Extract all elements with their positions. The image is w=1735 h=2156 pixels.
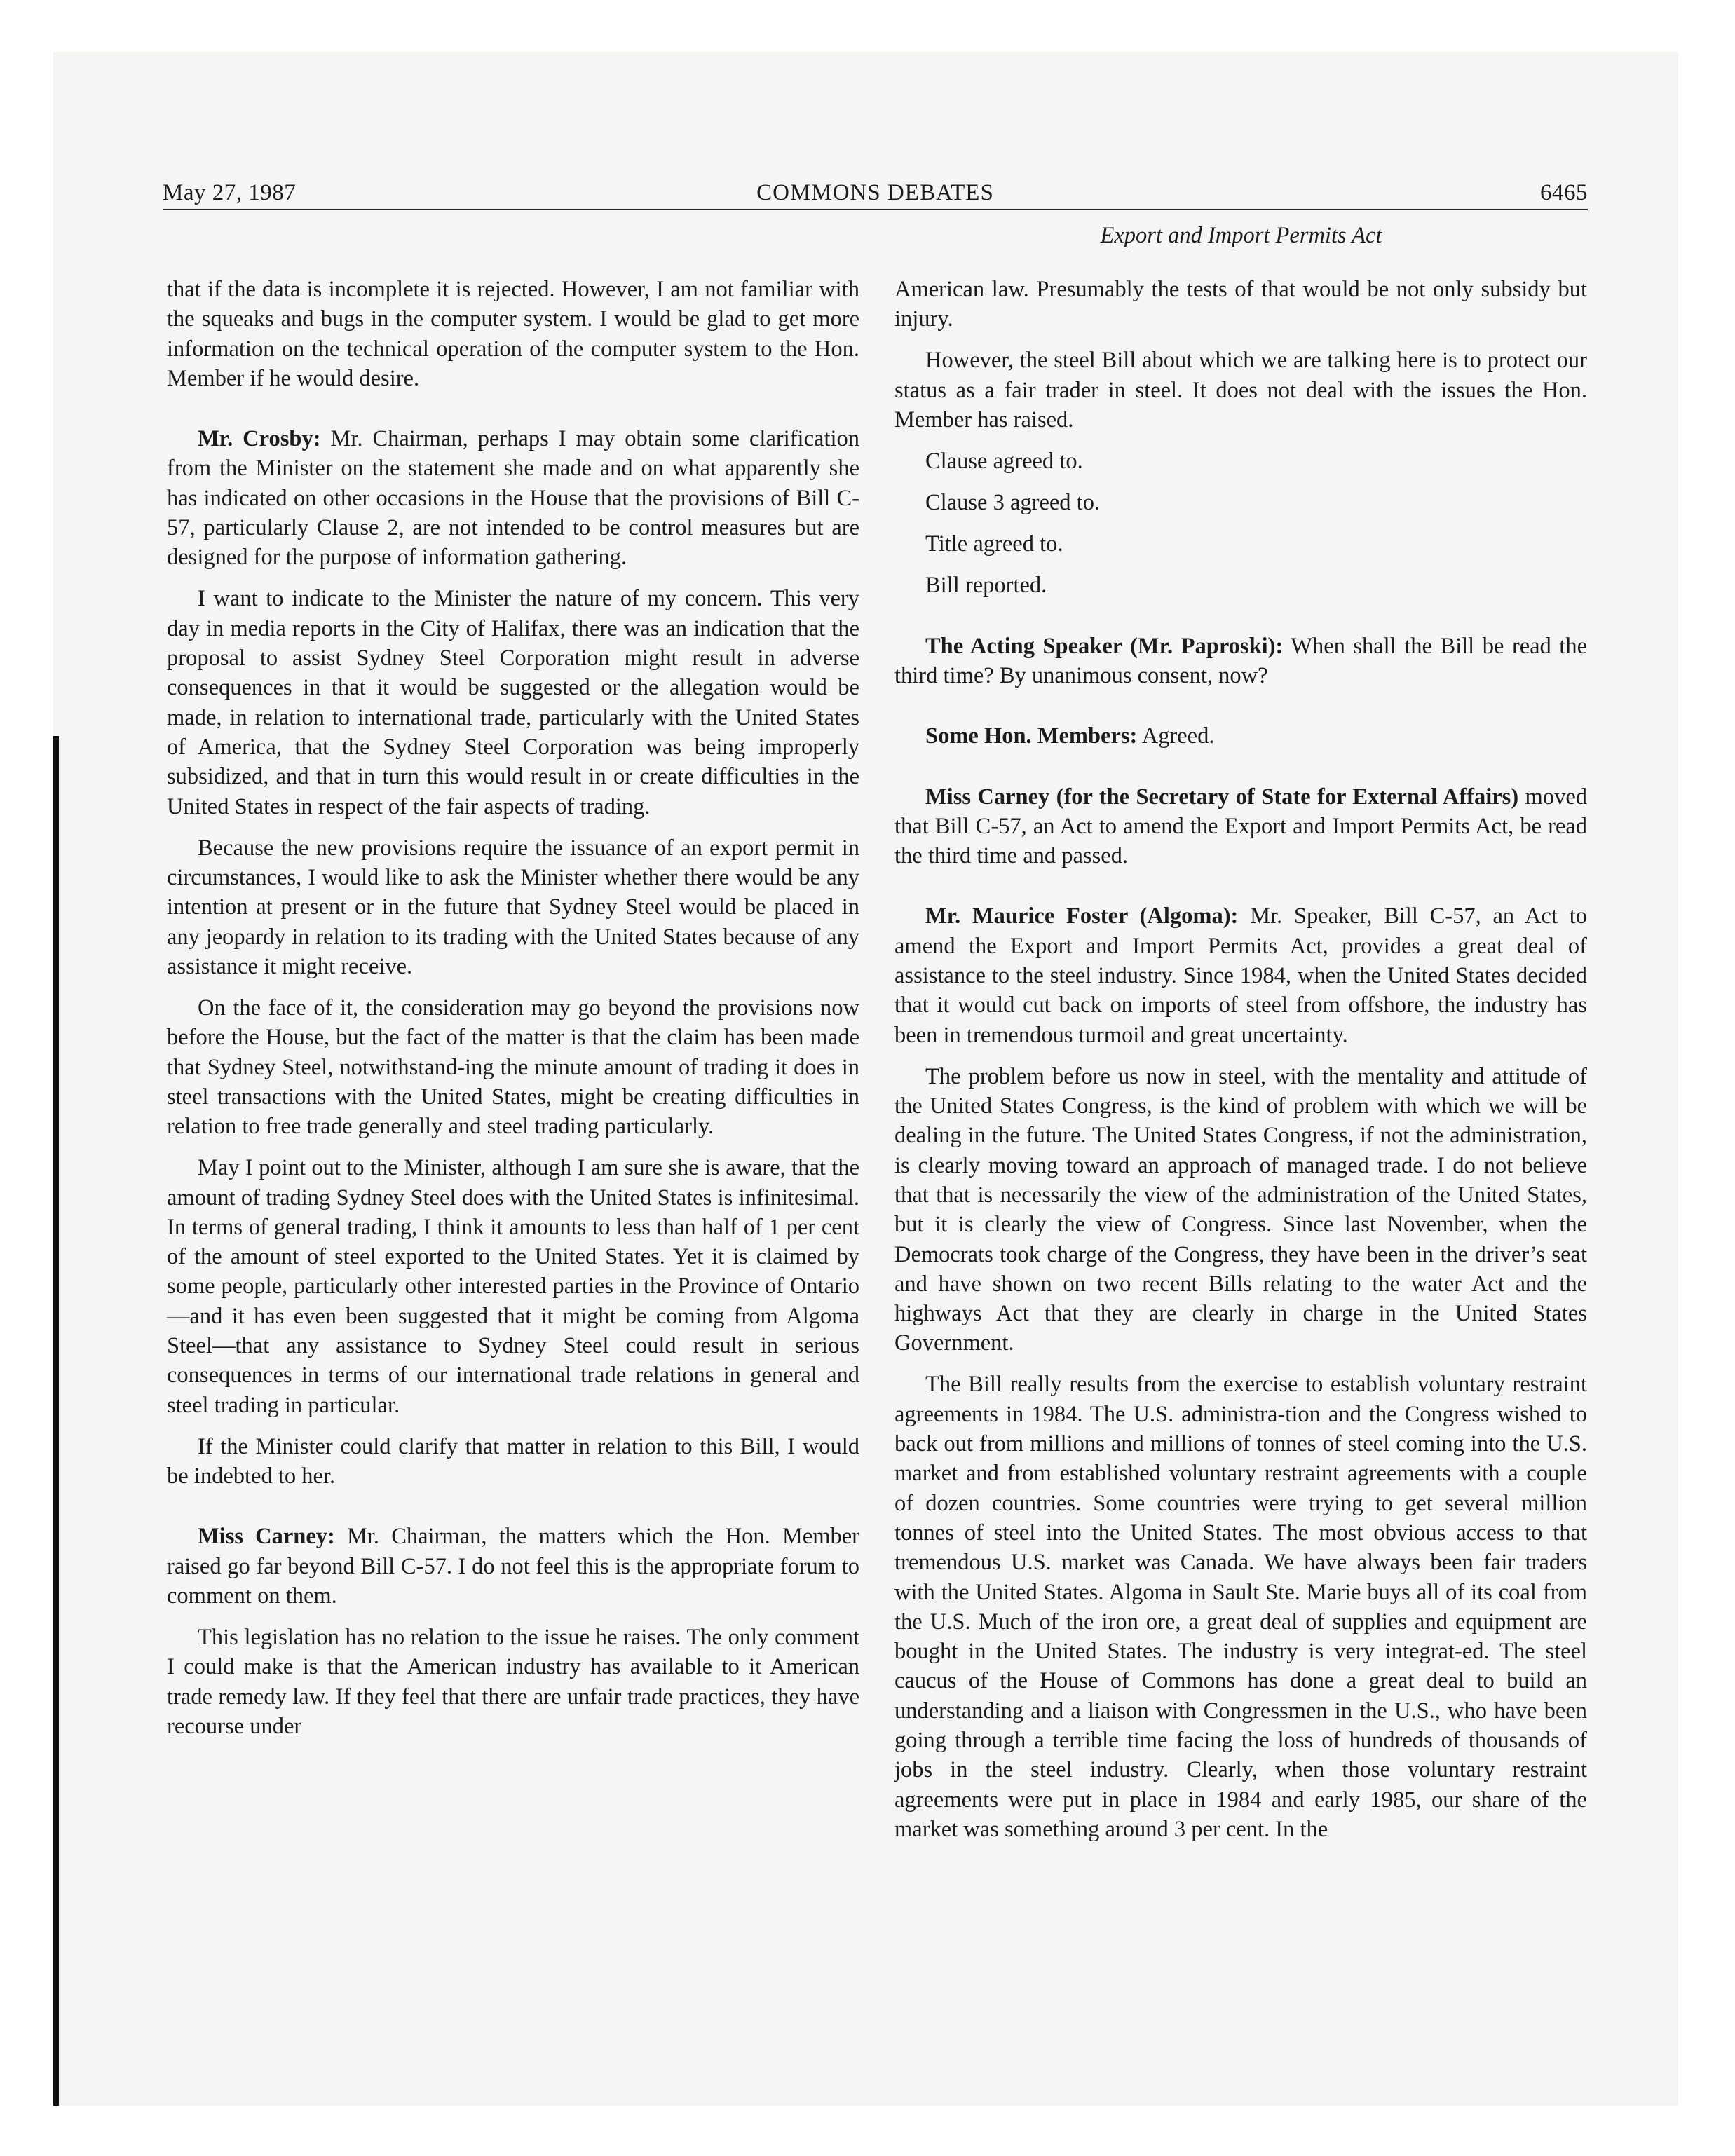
paragraph: I want to indicate to the Minister the nature of my concern. This very day in media reports in the City of Halifax, there was an indication that the proposal to assist Sydney Steel Corporation might result in adverse consequences in that it would be suggested or the allegation would be made, in relation to international trade, particularly with the United States of America, that the Sydney Steel Corporation was being improperly subsidized, and that in turn this would result in or create difficulties in the United States in respect of the fair aspects of trading. xyxy=(167,586,859,819)
paragraph: This legislation has no relation to the issue he raises. The only comment I could make is that the American industry has available to it American trade remedy law. If they feel that there are unfair trade practices, they have recourse under xyxy=(167,1624,859,1739)
paragraph: American law. Presumably the tests of that would be not only subsidy but injury. xyxy=(894,277,1587,332)
procedural-note: Clause 3 agreed to. xyxy=(925,490,1101,516)
speaker-name: Mr. Crosby: xyxy=(198,426,321,452)
procedural-note: Clause agreed to. xyxy=(925,449,1083,475)
procedural-note: Title agreed to. xyxy=(925,531,1063,557)
header-rule xyxy=(163,209,1588,210)
header-publication: COMMONS DEBATES xyxy=(756,180,994,205)
paragraph: that if the data is incomplete it is rejected. However, I am not familiar with the squeaks and bugs in the computer system. I would be glad to get more information on the technical operation of the computer system to the Hon. Member if he would desire. xyxy=(167,277,859,391)
paragraph: May I point out to the Minister, although I am sure she is aware, that the amount of trading Sydney Steel does with the United States is infinitesimal. In terms of general trading, I think it amounts to less than half of 1 per cent of the amount of steel exported to the United States. Yet it is claimed by some people, particularly other interested parties in the Province of Ontario—and it has even been suggested that it might be coming from Algoma Steel—that any assistance to Sydney Steel could result in serious consequences in terms of our international trade relations in general and steel trading in particular. xyxy=(167,1155,859,1418)
paragraph: Because the new provisions require the issuance of an export permit in circumstances, I would like to ask the Minister whether there would be any intention at present or in the future that Sydney Steel would be placed in any jeopardy in relation to its trading with the United States because of any assistance it might receive. xyxy=(167,835,859,979)
paragraph: Miss Carney: Mr. Chairman, the matters which the Hon. Member raised go far beyond Bill C-57. I do not feel this is the appropriate forum to comment on them. xyxy=(167,1524,859,1609)
right-column xyxy=(894,275,1587,1856)
paragraph: On the face of it, the consideration may go beyond the provisions now before the House, but the fact of the matter is that the claim has been made that Sydney Steel, notwithstand-ing the minute amount of trading it does in steel transactions with the United States, might be creating difficulties in relation to free trade generally and steel trading particularly. xyxy=(167,995,859,1140)
paragraph: However, the steel Bill about which we are talking here is to protect our status as a fair trader in steel. It does not deal with the issues the Hon. Member has raised. xyxy=(894,348,1587,432)
paragraph: Mr. Maurice Foster (Algoma): Mr. Speaker, Bill C-57, an Act to amend the Export and Import Permits Act, provides a great deal of assistance to the steel industry. Since 1984, when the United States decided that it would cut back on imports of steel from offshore, the industry has been in tremendous turmoil and great uncertainty. xyxy=(894,903,1587,1048)
speaker-name: Mr. Maurice Foster (Algoma): xyxy=(925,903,1239,929)
paragraph: Miss Carney (for the Secretary of State for External Affairs) moved that Bill C-57, an Act to amend the Export and Import Permits Act, be read the third time and passed. xyxy=(894,784,1588,869)
scan-binding-edge xyxy=(53,736,59,2106)
procedural-note: Bill reported. xyxy=(925,573,1047,599)
speaker-name: Some Hon. Members: xyxy=(925,723,1138,749)
running-header xyxy=(163,174,1588,210)
speaker-name: The Acting Speaker (Mr. Paproski): xyxy=(925,633,1284,659)
speaker-name: Miss Carney (for the Secretary of State for External Affairs) xyxy=(925,784,1519,810)
paragraph: The problem before us now in steel, with the mentality and attitude of the United States Congress, is the kind of problem with which we will be dealing in the future. The United States Congress, if not the administration, is clearly moving toward an approach of managed trade. I do not believe that that is necessarily the view of the administration of the United States, but it is clearly the view of Congress. Since last November, when the Democrats took charge of the Congress, they have been in the driver’s seat and have shown on two recent Bills relating to the water Act and the highways Act that they are clearly in charge in the United States Government. xyxy=(894,1063,1587,1356)
paragraph: The Bill really results from the exercise to establish voluntary restraint agreements in 1984. The U.S. administra-tion and the Congress wished to back out from millions and millions of tonnes of steel coming into the U.S. market and from established voluntary restraint agreements with a couple of dozen countries. Some countries were trying to get several million tonnes of steel into the United States. The most obvious access to that tremendous U.S. market was Canada. We have always been fair traders with the United States. Algoma in Sault Ste. Marie buys all of its coal from the U.S. Much of the iron ore, a great deal of supplies and equipment are bought in the United States. The industry is very integrat-ed. The steel caucus of the House of Commons has done a great deal to build an understanding and a liaison with Congressmen in the U.S., who have been going through a terrible time facing the loss of hundreds of thousands of jobs in the steel industry. Clearly, when those voluntary restraint agreements were put in place in 1984 and early 1985, our share of the market was something around 3 per cent. In the xyxy=(894,1372,1587,1842)
paragraph: Mr. Crosby: Mr. Chairman, perhaps I may obtain some clarification from the Minister on the statement she made and on what apparently she has indicated on other occasions in the House that the provisions of Bill C-57, particularly Clause 2, are not intended to be control measures but are designed for the purpose of information gathering. xyxy=(167,426,859,571)
paragraph: If the Minister could clarify that matter in relation to this Bill, I would be indebted to her. xyxy=(167,1433,859,1489)
left-column xyxy=(167,275,859,1753)
speaker-name: Miss Carney: xyxy=(198,1524,335,1550)
section-subject: Export and Import Permits Act xyxy=(1100,223,1382,248)
header-page-number: 6465 xyxy=(1540,180,1588,205)
paragraph: The Acting Speaker (Mr. Paproski): When shall the Bill be read the third time? By unanimous consent, now? xyxy=(894,633,1587,688)
header-date: May 27, 1987 xyxy=(163,180,297,205)
paragraph: Some Hon. Members: Agreed. xyxy=(925,723,1215,749)
